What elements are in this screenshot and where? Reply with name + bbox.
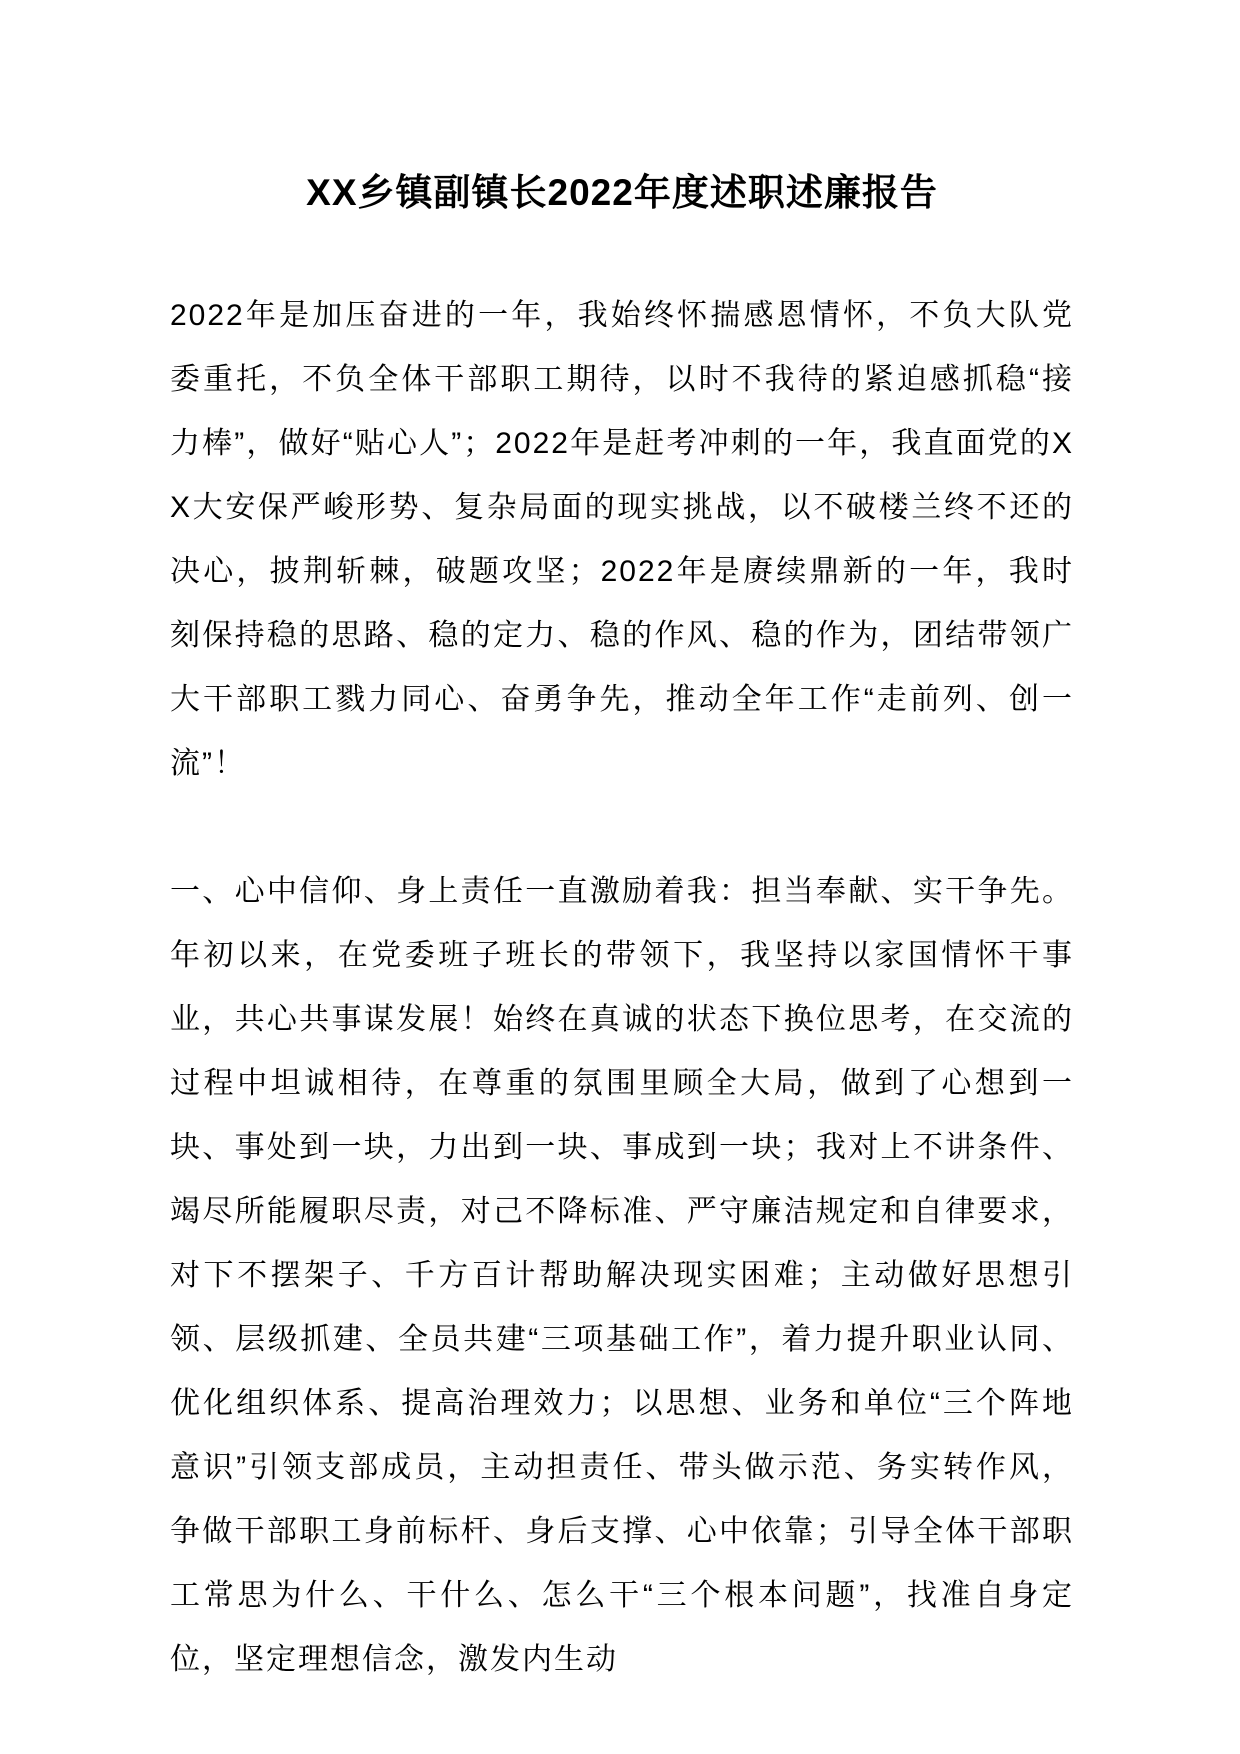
document-body xyxy=(170,284,1074,1692)
document-title: XX乡镇副镇长2022年度述职述廉报告 xyxy=(306,172,938,213)
paragraph-1: 2022年是加压奋进的一年，我始终怀揣感恩情怀，不负大队党委重托，不负全体干部职工期待，以时不我待的紧迫感抓稳“接力棒”，做好“贴心人”；2022年是赶考冲刺的一年，我直面党的XX大安保严峻形势、复杂局面的现实挑战，以不破楼兰终不还的决心，披荆斩棘，破题攻坚；2022年是赓续鼎新的一年，我时刻保持稳的思路、稳的定力、稳的作风、稳的作为，团结带领广大干部职工戮力同心、奋勇争先，推动全年工作“走前列、创一流”！ xyxy=(170,299,1074,780)
paragraph-2: 一、心中信仰、身上责任一直激励着我：担当奉献、实干争先。年初以来，在党委班子班长的带领下，我坚持以家国情怀干事业，共心共事谋发展！始终在真诚的状态下换位思考，在交流的过程中坦诚相待，在尊重的氛围里顾全大局，做到了心想到一块、事处到一块，力出到一块、事成到一块；我对上不讲条件、竭尽所能履职尽责，对己不降标准、严守廉洁规定和自律要求，对下不摆架子、千方百计帮助解决现实困难；主动做好思想引领、层级抓建、全员共建“三项基础工作”，着力提升职业认同、优化组织体系、提高治理效力；以思想、业务和单位“三个阵地意识”引领支部成员，主动担责任、带头做示范、务实转作风，争做干部职工身前标杆、身后支撑、心中依靠；引导全体干部职工常思为什么、干什么、怎么干“三个根本问题”，找准自身定位，坚定理想信念，激发内生动 xyxy=(170,875,1074,1676)
